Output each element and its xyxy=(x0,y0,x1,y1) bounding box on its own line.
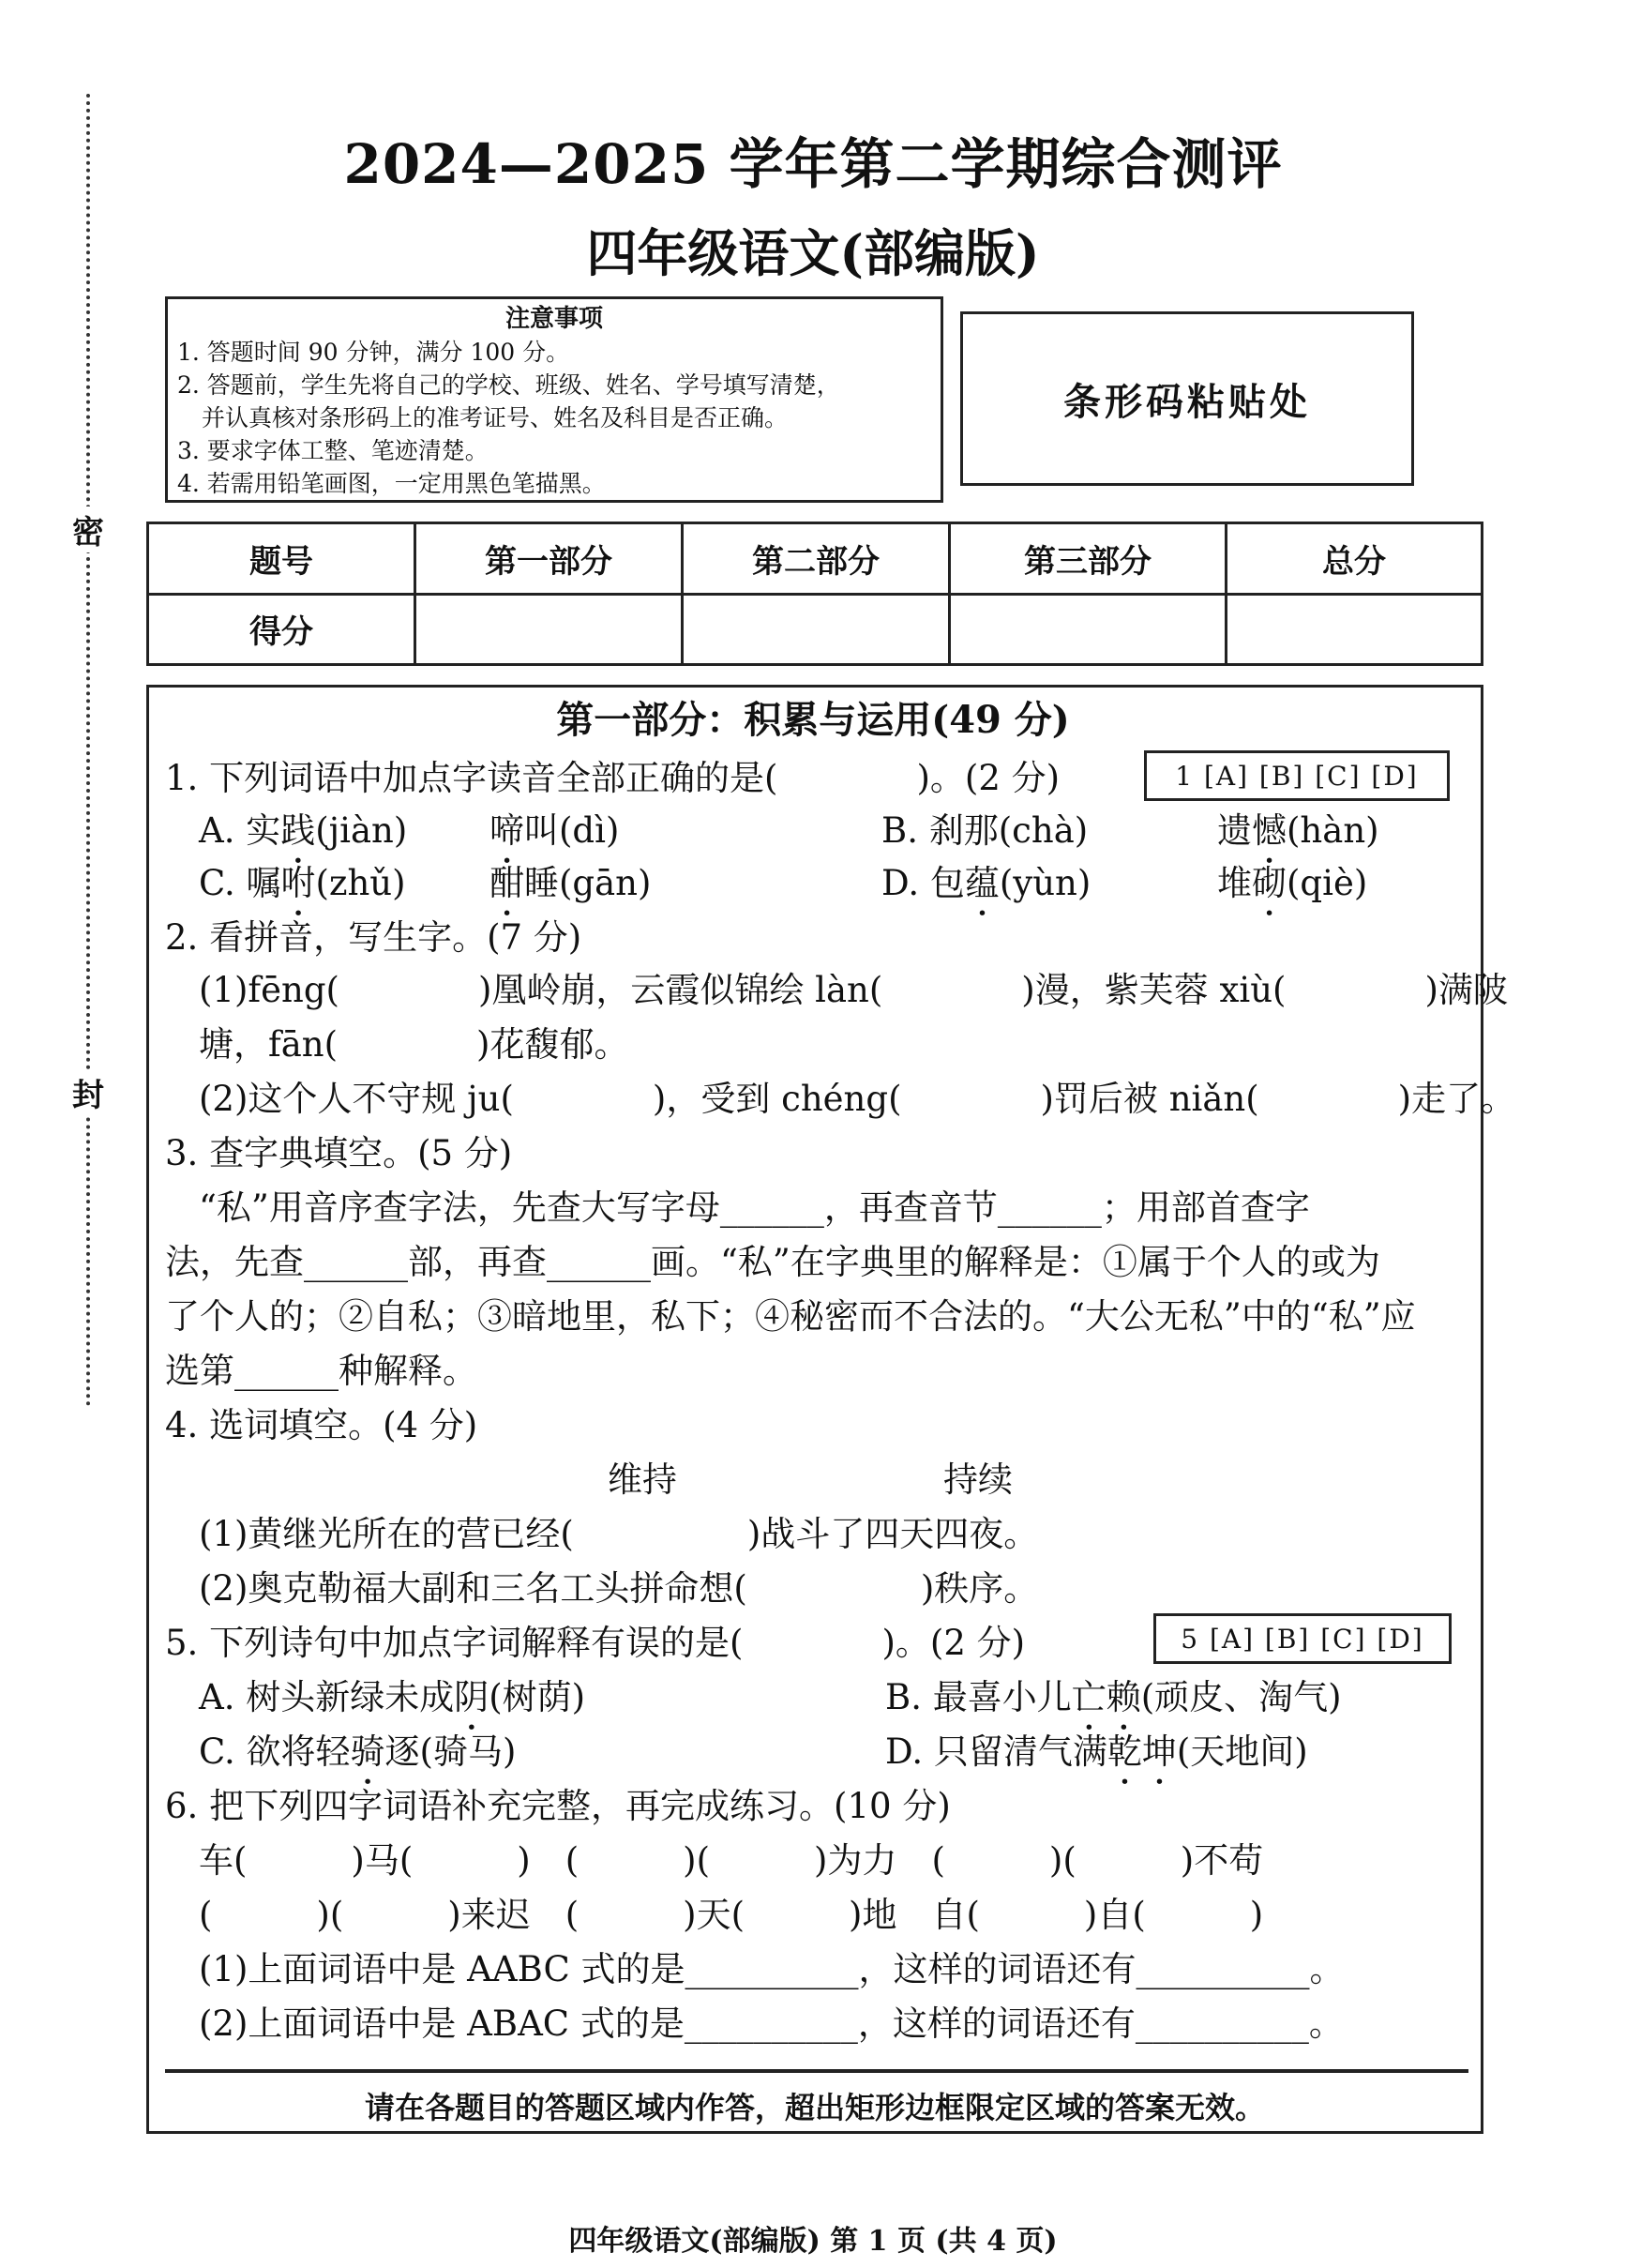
notice-item: 3. 要求字体工整、笔迹清楚。 xyxy=(177,437,489,464)
score-cell[interactable] xyxy=(1227,594,1483,665)
binding-char-feng: 封 xyxy=(71,1069,105,1115)
q6-line1: 车( )马( ) ( )( )为力 ( )( )不苟 xyxy=(199,1840,1264,1881)
q4-stem: 4. 选词填空。(4 分) xyxy=(165,1405,478,1445)
q5-answer-box[interactable]: 5 [A] [B] [C] [D] xyxy=(1153,1613,1452,1664)
q2-line2: 塘，fān( )花馥郁。 xyxy=(199,1024,629,1065)
q5-option-d: D. 只留清气满乾坤(天地间) xyxy=(885,1731,1308,1772)
score-cell[interactable] xyxy=(683,594,950,665)
notice-item: 并认真核对条形码上的准考证号、姓名及科目是否正确。 xyxy=(202,404,789,431)
notice-box xyxy=(165,296,943,503)
q2-line1: (1)fēng( )凰岭崩，云霞似锦绘 làn( )漫，紫芙蓉 xiù( )满陂 xyxy=(199,970,1508,1010)
q4-line1: (1)黄继光所在的营已经( )战斗了四天四夜。 xyxy=(199,1514,1039,1554)
header-cell: 第二部分 xyxy=(683,523,950,595)
q1-option-d2: 堆砌(qiè) xyxy=(1217,863,1368,903)
answer-area-notice: 请在各题目的答题区域内作答，超出矩形边框限定区域的答案无效。 xyxy=(364,2090,1265,2125)
barcode-area: 条形码粘贴处 xyxy=(960,311,1414,486)
header-cell: 题号 xyxy=(148,523,415,595)
q6-line4: (2)上面词语中是 ABAC 式的是__________，这样的词语还有__________。 xyxy=(199,2003,1344,2044)
q4-line2: (2)奥克勒福大副和三名工头拼命想( )秩序。 xyxy=(199,1568,1039,1609)
q1-option-c1: C. 嘱咐(zhǔ) xyxy=(199,863,406,903)
notice-item: 2. 答题前，学生先将自己的学校、班级、姓名、学号填写清楚， xyxy=(177,371,840,399)
exam-title: 2024—2025 学年第二学期综合测评 xyxy=(343,132,1283,196)
q5-option-c: C. 欲将轻骑逐(骑马) xyxy=(199,1731,517,1772)
q1-option-a2: 啼叫(dì) xyxy=(489,810,620,851)
notice-item: 4. 若需用铅笔画图，一定用黑色笔描黑。 xyxy=(177,470,606,497)
q4-word-2: 持续 xyxy=(943,1459,1013,1500)
q1-option-c2: 酣睡(gān) xyxy=(489,863,652,903)
table-row xyxy=(148,523,1483,595)
binding-line xyxy=(86,94,90,1407)
q1-answer-box[interactable]: 1 [A] [B] [C] [D] xyxy=(1144,750,1450,801)
header-cell: 第三部分 xyxy=(950,523,1227,595)
binding-char-mi: 密 xyxy=(71,507,105,552)
q1-stem: 1. 下列词语中加点字读音全部正确的是( )。(2 分) xyxy=(165,758,1061,798)
header-cell: 第一部分 xyxy=(415,523,683,595)
page-number: 四年级语文(部编版) 第 1 页 (共 4 页) xyxy=(568,2225,1058,2258)
q3-stem: 3. 查字典填空。(5 分) xyxy=(165,1133,513,1173)
q1-option-a1: A. 实践(jiàn) xyxy=(199,810,408,851)
q2-stem: 2. 看拼音，写生字。(7 分) xyxy=(165,917,582,958)
row-label-cell: 得分 xyxy=(148,594,415,665)
q3-line4: 选第______种解释。 xyxy=(165,1351,477,1391)
q6-line2: ( )( )来迟 ( )天( )地 自( )自( ) xyxy=(199,1895,1264,1935)
q2-line3: (2)这个人不守规 ju( )，受到 chéng( )罚后被 niǎn( )走了。 xyxy=(199,1079,1516,1119)
q5-option-b: B. 最喜小儿亡赖(顽皮、淘气) xyxy=(885,1677,1342,1717)
q3-line3: 了个人的；②自私；③暗地里，私下；④秘密而不合法的。“大公无私”中的“私”应 xyxy=(165,1296,1416,1337)
part1-title: 第一部分：积累与运用(49 分) xyxy=(556,698,1070,742)
score-table xyxy=(146,522,1483,666)
score-cell[interactable] xyxy=(950,594,1227,665)
q1-option-b2: 遗憾(hàn) xyxy=(1217,810,1379,851)
q1-option-d1: D. 包蕴(yùn) xyxy=(881,863,1092,903)
q6-stem: 6. 把下列四字词语补充完整，再完成练习。(10 分) xyxy=(165,1786,951,1826)
q3-line2: 法，先查______部，再查______画。“私”在字典里的解释是：①属于个人的或为 xyxy=(165,1242,1380,1282)
q5-stem: 5. 下列诗句中加点字词解释有误的是( )。(2 分) xyxy=(165,1623,1026,1663)
score-cell[interactable] xyxy=(415,594,683,665)
q5-option-a: A. 树头新绿未成阴(树荫) xyxy=(199,1677,586,1717)
q1-option-b1: B. 刹那(chà) xyxy=(881,810,1089,851)
footer-divider xyxy=(165,2069,1468,2073)
notice-item: 1. 答题时间 90 分钟，满分 100 分。 xyxy=(177,339,570,366)
q3-line1: “私”用音序查字法，先查大写字母______，再查音节______；用部首查字 xyxy=(199,1187,1310,1228)
table-row xyxy=(148,594,1483,665)
notice-title: 注意事项 xyxy=(504,305,603,333)
q6-line3: (1)上面词语中是 AABC 式的是__________，这样的词语还有__________。 xyxy=(199,1949,1345,1989)
q4-word-1: 维持 xyxy=(608,1459,677,1500)
exam-subtitle: 四年级语文(部编版) xyxy=(586,223,1040,283)
header-cell: 总分 xyxy=(1227,523,1483,595)
